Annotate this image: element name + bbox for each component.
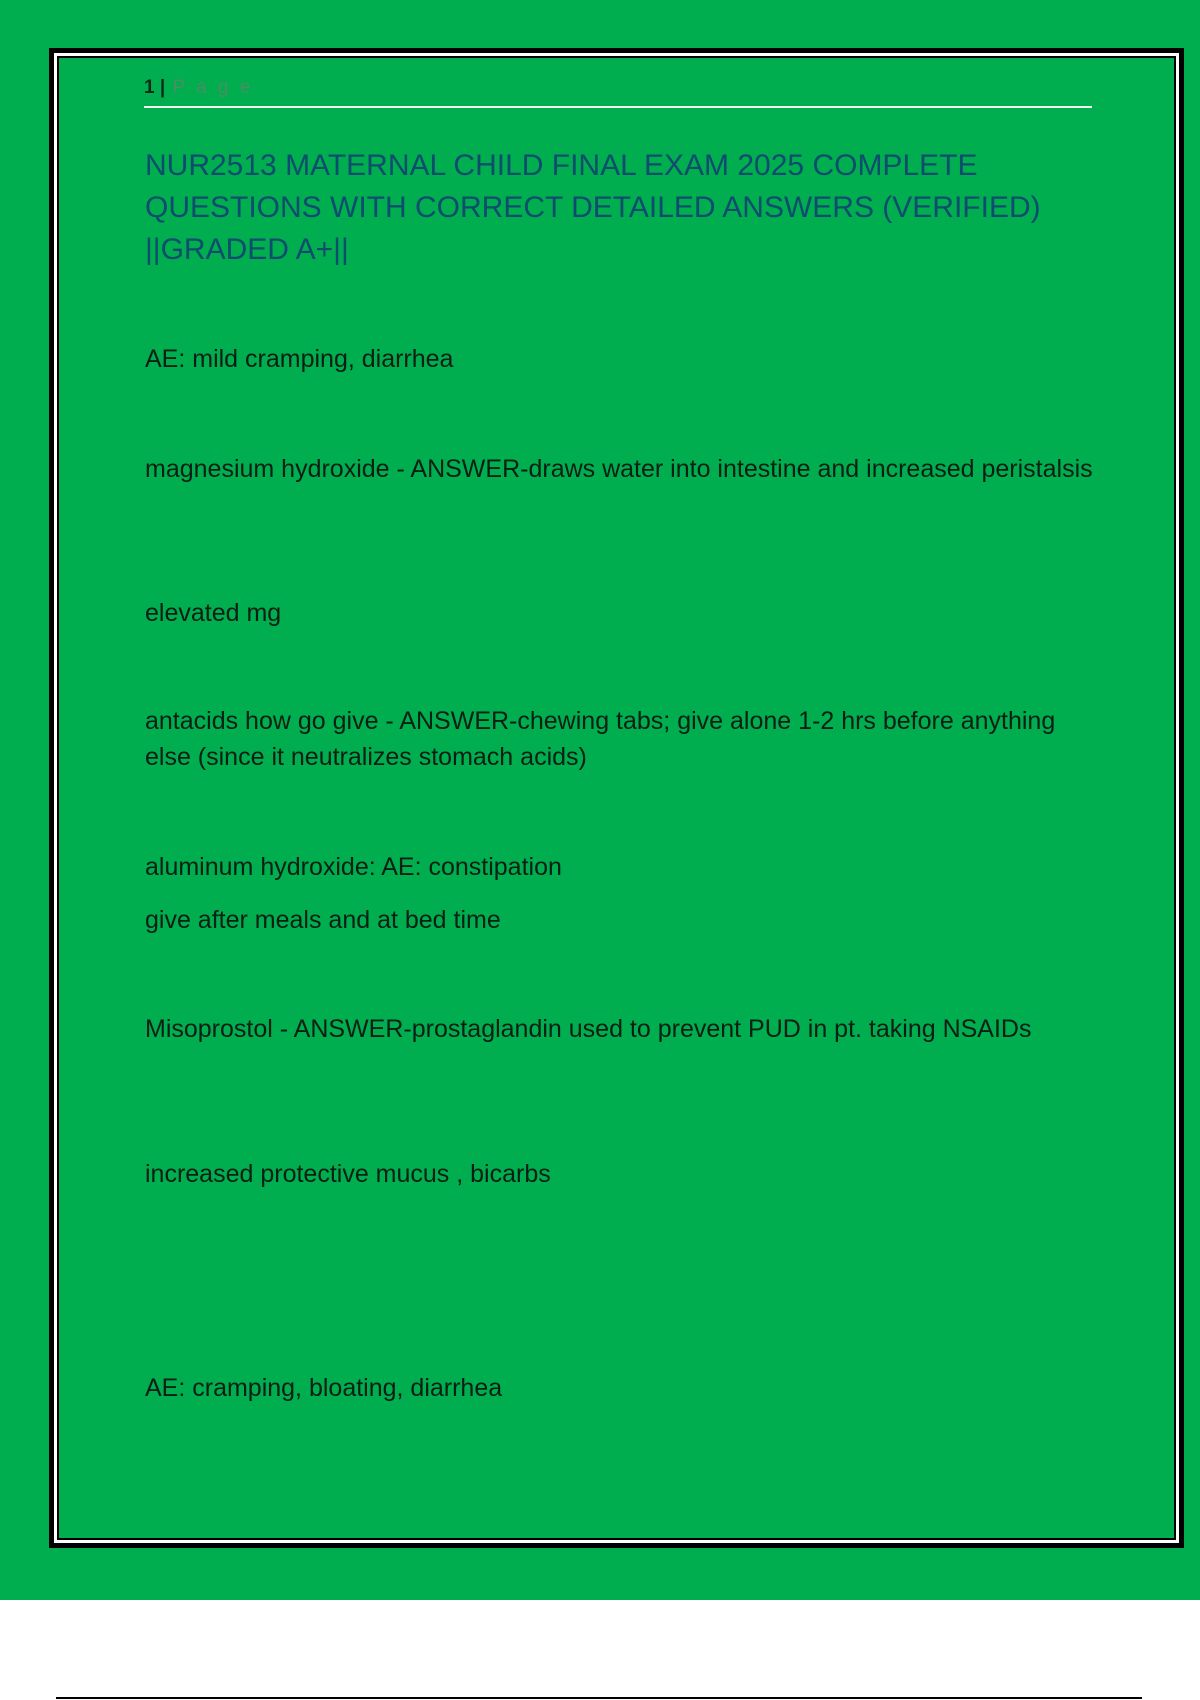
entry-ae-mild-cramping: AE: mild cramping, diarrhea xyxy=(145,345,454,373)
entry-ae-cramping-bloating: AE: cramping, bloating, diarrhea xyxy=(145,1374,503,1402)
page-header xyxy=(144,74,1092,108)
entry-elevated-mg: elevated mg xyxy=(145,599,282,627)
entry-protective-mucus: increased protective mucus , bicarbs xyxy=(145,1160,551,1188)
document-title: NUR2513 MATERNAL CHILD FINAL EXAM 2025 COMPLETE QUESTIONS WITH CORRECT DETAILED ANSWERS (VERIFIED) ||GRADED A+|| xyxy=(145,149,1041,266)
page-word: P a g e xyxy=(172,77,254,98)
entry-aluminum-hydroxide: aluminum hydroxide: AE: constipation xyxy=(145,853,562,881)
entry-misoprostol: Misoprostol - ANSWER-prostaglandin used to prevent PUD in pt. taking NSAIDs xyxy=(145,1015,1032,1043)
page-separator: | xyxy=(159,77,166,98)
bottom-rule xyxy=(56,1697,1142,1699)
entry-magnesium-hydroxide: magnesium hydroxide - ANSWER-draws water into intestine and increased peristalsis xyxy=(145,455,1093,483)
entry-antacids: antacids how go give - ANSWER-chewing tabs; give alone 1-2 hrs before anything else (since it neutralizes stomach acids) xyxy=(145,707,1056,771)
page-number: 1 xyxy=(144,77,155,98)
page-border-inner xyxy=(57,56,1176,1540)
entry-give-after-meals: give after meals and at bed time xyxy=(145,906,501,934)
